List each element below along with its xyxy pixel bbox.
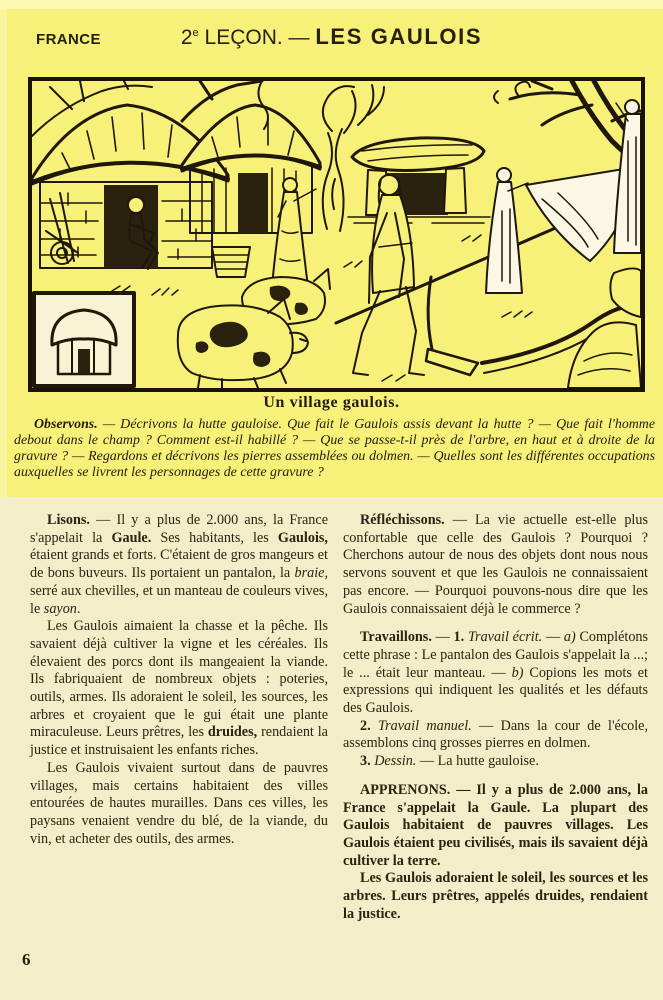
- hut-inset: [34, 293, 134, 386]
- travaillons-paragraph-3: 3. Dessin. — La hutte gauloise.: [360, 753, 539, 770]
- apprenons-paragraph-2: Les Gaulois adoraient le soleil, les sources et les arbres. Leurs prêtres, appelés druides, rendaient la justice.: [343, 870, 648, 922]
- illustration-caption: Un village gaulois.: [263, 394, 400, 411]
- observons-paragraph: Observons. — Décrivons la hutte gauloise. Que fait le Gaulois assis devant la hutte ? — Que fait l'homme debout dans le champ ? Comment est-il habillé ? — Que se passe-t-il près de l'arbre, en haut et à droite de la gravure ? — Regardons et décrivons les pierres assemblées ou dolmen. — Quelles sont les différentes occupations auxquelles se livrent les personnages de cette gravure ?: [14, 417, 655, 480]
- travaillons-paragraph-2: 2. Travail manuel. — Dans la cour de l'école, assemblons cinq grosses pierres en dolmen.: [343, 717, 649, 752]
- village-illustration: [28, 77, 645, 392]
- lisons-paragraph-2: Les Gaulois aimaient la chasse et la pêche. Ils savaient déjà cultiver la vigne et les céréales. Ils élevaient des porcs dont ils mangeaient la viande. Ils fabriquaient de nombreux objets : poteries, outils, armes. Ils adoraient le soleil, les sources, les arbres et croyaient que le gui était une plante miraculeuse. Leurs prêtres, les druides, rendaient la justice et instruisaient les enfants riches.: [30, 618, 328, 759]
- lesson-header-section: [0, 9, 663, 497]
- page-number: 6: [22, 950, 31, 969]
- apprenons-paragraph-1: APPRENONS. — Il y a plus de 2.000 ans, la France s'appelait la Gaule. La plupart des Gaulois habitaient de pauvres villages. Les Gaulois étaient peu civilisés, mais ils savaient déjà cultiver la terre.: [343, 781, 648, 869]
- page-top-edge: [0, 0, 663, 9]
- lisons-paragraph-3: Les Gaulois vivaient surtout dans de pauvres villages, mais certains habitaient des villes entourées de hautes murailles. Dans ces villes, les paysans venaient vendre du blé, de la viande, du vin, et acheter des outils, des armes.: [30, 759, 328, 847]
- travaillons-paragraph-1: Travaillons. — 1. Travail écrit. — a) Complétons cette phrase : Le pantalon des Gaulois s'appelait la ...; le ... était leur manteau. — b) Copions les mots et expressions qui indiquent les qualités et les défauts des Gaulois.: [343, 629, 649, 717]
- lesson-main-title: LES GAULOIS: [315, 24, 483, 49]
- lesson-number: 2: [180, 26, 193, 49]
- region-label: FRANCE: [36, 31, 101, 48]
- page-left-edge: [0, 9, 7, 497]
- left-column: [30, 512, 328, 923]
- basket: [212, 247, 250, 277]
- title-dash: —: [288, 26, 310, 49]
- right-column: [343, 512, 648, 923]
- lesson-title: [0, 24, 663, 50]
- reflechissons-paragraph: Réfléchissons. — La vie actuelle est-elle plus confortable que celle des Gaulois ? Pourquoi ? Cherchons autour de nous des objets dont nous nous servons souvent et que les Gaulois ne connaissaient pas encore. — Pourquoi pouvons-nous dire que les Gaulois connaissaient déjà le commerce ?: [343, 512, 648, 617]
- lesson-body: [0, 497, 663, 923]
- lisons-paragraph: Lisons. — Il y a plus de 2.000 ans, la France s'appelait la Gaule. Ses habitants, les Gaulois, étaient grands et forts. C'étaient de gros mangeurs et de bons buveurs. Ils portaient un pantalon, la braie, serré aux chevilles, et un manteau de couleurs vives, le sayon.: [30, 512, 328, 617]
- lesson-ordinal: e: [192, 27, 199, 39]
- village-engraving: [32, 81, 641, 388]
- lesson-word: LEÇON.: [204, 26, 283, 49]
